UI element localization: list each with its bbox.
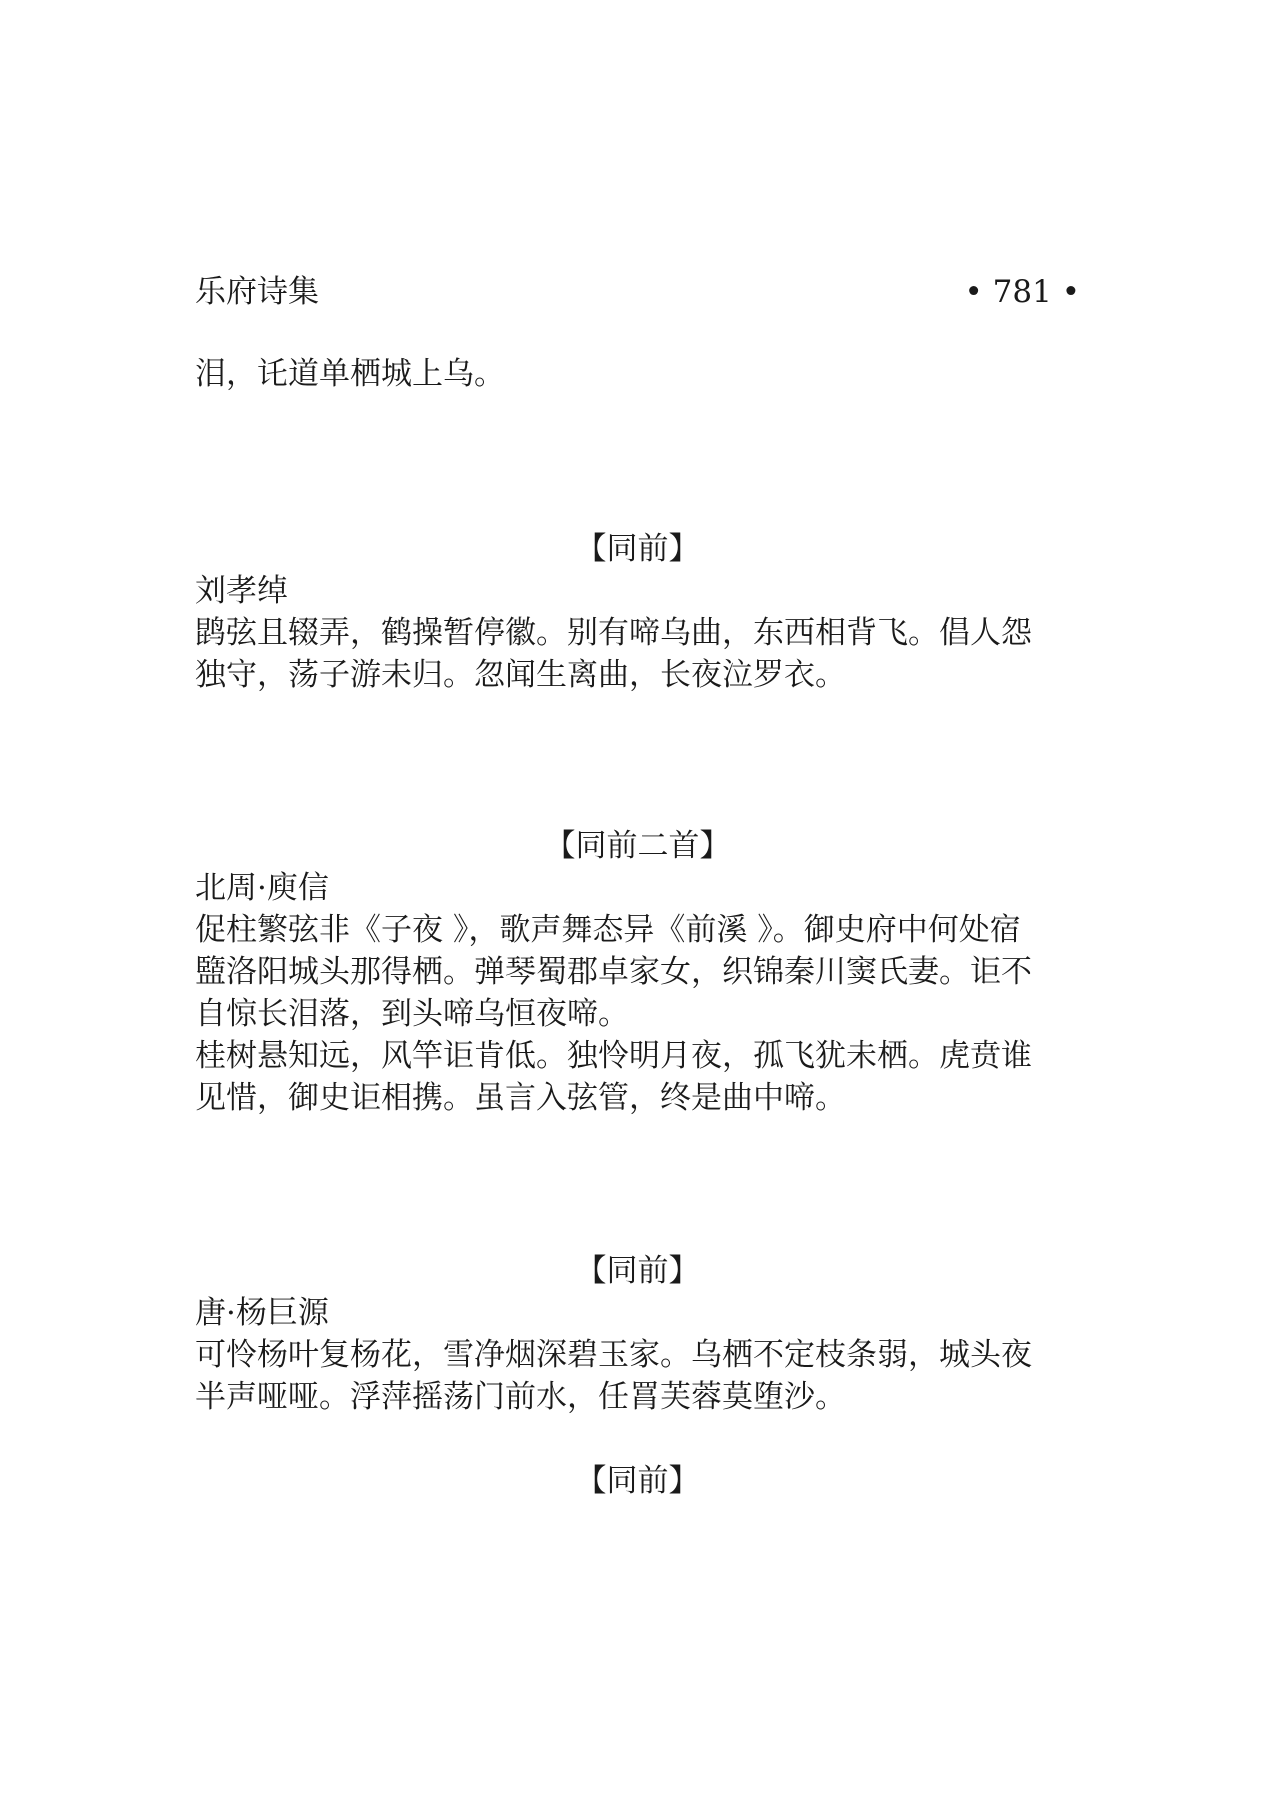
page-header bbox=[195, 272, 1080, 312]
poem-line: 半声哑哑。浮萍摇荡门前水，任罥芙蓉莫堕沙。 bbox=[195, 1379, 846, 1415]
poem-line: 可怜杨叶复杨花，雪净烟深碧玉家。乌栖不定枝条弱，城头夜 bbox=[195, 1337, 1032, 1373]
poem-author: 北周·庾信 bbox=[195, 870, 329, 906]
poem-line: 鹍弦且辍弄，鹤操暂停徽。别有啼乌曲，东西相背飞。倡人怨 bbox=[195, 615, 1032, 651]
section-heading: 【同前】 bbox=[575, 1463, 700, 1499]
continuation-line: 泪，讬道单栖城上乌。 bbox=[195, 356, 505, 392]
book-title: 乐府诗集 bbox=[195, 274, 319, 310]
poem-author: 刘孝绰 bbox=[195, 573, 288, 609]
poem-line: 促柱繁弦非《子夜 》，歌声舞态异《前溪 》。御史府中何处宿 bbox=[195, 912, 1021, 948]
page-number: • 781 • bbox=[964, 274, 1080, 310]
section-heading: 【同前】 bbox=[575, 1253, 700, 1289]
poem-author: 唐·杨巨源 bbox=[195, 1295, 329, 1331]
section-heading: 【同前】 bbox=[575, 531, 700, 567]
poem-line: 桂树悬知远，风竿讵肯低。独怜明月夜，孤飞犹未栖。虎贲谁 bbox=[195, 1038, 1032, 1074]
poem-line: 自惊长泪落，到头啼乌恒夜啼。 bbox=[195, 996, 629, 1032]
section-heading: 【同前二首】 bbox=[544, 828, 731, 864]
poem-line: 盬洛阳城头那得栖。弹琴蜀郡卓家女，织锦秦川窦氏妻。讵不 bbox=[195, 954, 1032, 990]
poem-line: 独守，荡子游未归。忽闻生离曲，长夜泣罗衣。 bbox=[195, 657, 846, 693]
poem-line: 见惜，御史讵相携。虽言入弦管，终是曲中啼。 bbox=[195, 1080, 846, 1116]
